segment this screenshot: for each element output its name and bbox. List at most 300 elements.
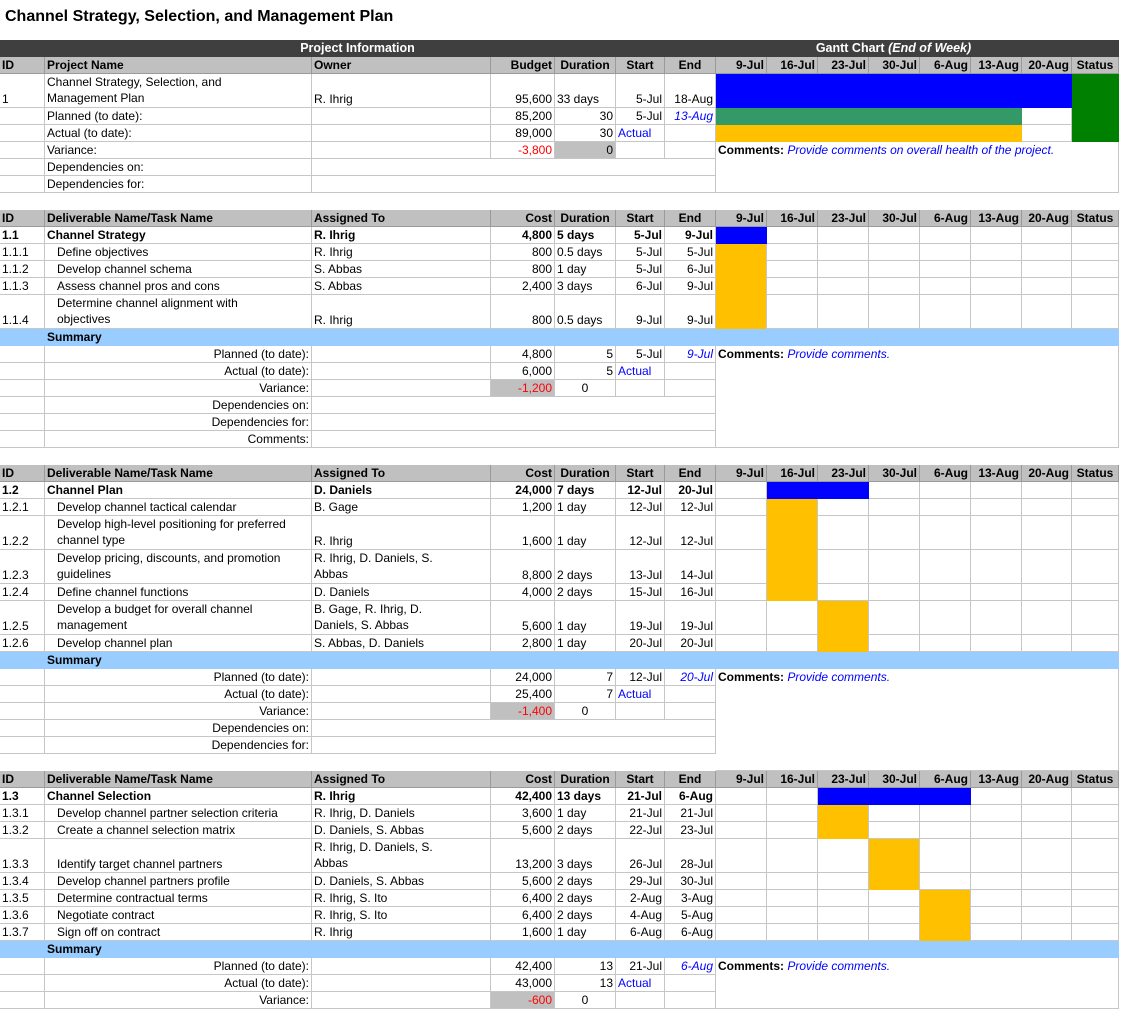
- deliverable-assigned[interactable]: R. Ihrig: [312, 227, 491, 244]
- deliverable-cost[interactable]: 42,400: [491, 788, 555, 805]
- summary-comments-cell[interactable]: [716, 669, 1119, 771]
- task-assigned[interactable]: R. Ihrig: [312, 924, 491, 941]
- task-start[interactable]: 21-Jul: [616, 805, 665, 822]
- task-duration[interactable]: 0.5 days: [555, 295, 616, 329]
- task-start[interactable]: 2-Aug: [616, 890, 665, 907]
- task-col-id-header: ID: [0, 210, 45, 227]
- deliverable-assigned[interactable]: D. Daniels: [312, 482, 491, 499]
- gantt-cell: [767, 601, 818, 635]
- task-assigned[interactable]: R. Ihrig: [312, 295, 491, 329]
- summary-actual-cost[interactable]: 6,000: [491, 363, 555, 380]
- summary-id: [0, 669, 45, 686]
- task-cost[interactable]: 800: [491, 295, 555, 329]
- deliverable-start[interactable]: 5-Jul: [616, 227, 665, 244]
- status-cell[interactable]: [1072, 261, 1119, 278]
- status-cell[interactable]: [1072, 924, 1119, 941]
- task-col-duration-header: Duration: [555, 771, 616, 788]
- gantt-cell: [971, 788, 1022, 805]
- task-end[interactable]: 12-Jul: [665, 499, 716, 516]
- project-owner[interactable]: R. Ihrig: [312, 74, 491, 108]
- gantt-cell: [716, 890, 767, 907]
- task-id[interactable]: 1.2.5: [0, 601, 45, 635]
- summary-planned-cost[interactable]: 24,000: [491, 669, 555, 686]
- summary-actual-link[interactable]: Actual: [616, 686, 665, 703]
- status-cell[interactable]: [1072, 244, 1119, 261]
- project-planned-end[interactable]: 13-Aug: [665, 108, 716, 125]
- summary-planned-cost[interactable]: 4,800: [491, 346, 555, 363]
- project-dep-for-value[interactable]: [312, 176, 716, 193]
- task-assigned[interactable]: [312, 839, 491, 873]
- task-duration[interactable]: 3 days: [555, 278, 616, 295]
- summary-planned-start[interactable]: 12-Jul: [616, 669, 665, 686]
- task-name[interactable]: Develop channel tactical calendar: [45, 499, 312, 516]
- task-end[interactable]: 30-Jul: [665, 873, 716, 890]
- col-duration-header: Duration: [555, 57, 616, 74]
- project-actual-id: [0, 125, 45, 142]
- status-cell[interactable]: [1072, 295, 1119, 329]
- task-end[interactable]: 5-Jul: [665, 244, 716, 261]
- task-assigned[interactable]: [312, 601, 491, 635]
- summary-comments-cell[interactable]: [716, 958, 1119, 1009]
- project-comments-text: Provide comments on overall health of the project.: [787, 143, 1055, 157]
- summary-id: [0, 720, 45, 737]
- task-id[interactable]: 1.1.4: [0, 295, 45, 329]
- status-cell[interactable]: [1072, 584, 1119, 601]
- task-col-assigned-header: Assigned To: [312, 771, 491, 788]
- project-actual-end: [665, 125, 716, 142]
- task-start[interactable]: 29-Jul: [616, 873, 665, 890]
- status-cell[interactable]: [1072, 890, 1119, 907]
- gantt-bar-deliverable: [767, 482, 818, 499]
- task-start[interactable]: 12-Jul: [616, 499, 665, 516]
- task-name[interactable]: Determine contractual terms: [45, 890, 312, 907]
- task-name[interactable]: [45, 295, 312, 329]
- task-assigned[interactable]: R. Ihrig, S. Ito: [312, 907, 491, 924]
- status-cell[interactable]: [1072, 635, 1119, 652]
- task-cost[interactable]: 13,200: [491, 839, 555, 873]
- project-duration[interactable]: 33 days: [555, 74, 616, 108]
- task-duration[interactable]: 0.5 days: [555, 244, 616, 261]
- gantt-cell: [869, 822, 920, 839]
- task-name[interactable]: Define channel functions: [45, 584, 312, 601]
- gantt-cell: [869, 499, 920, 516]
- task-assigned[interactable]: D. Daniels, S. Abbas: [312, 822, 491, 839]
- summary-planned-end[interactable]: 6-Aug: [665, 958, 716, 975]
- deliverable-name[interactable]: Channel Selection: [45, 788, 312, 805]
- summary-variance-cost[interactable]: -1,200: [491, 380, 555, 397]
- task-cost[interactable]: 1,600: [491, 516, 555, 550]
- task-name[interactable]: [45, 601, 312, 635]
- gantt-band-note: (End of Week): [888, 41, 972, 55]
- task-id[interactable]: 1.3.5: [0, 890, 45, 907]
- task-duration[interactable]: 3 days: [555, 839, 616, 873]
- gantt-cell: [767, 822, 818, 839]
- project-variance-id: [0, 142, 45, 159]
- week-header: 20-Aug: [1022, 57, 1072, 74]
- deliverable-assigned[interactable]: R. Ihrig: [312, 788, 491, 805]
- task-end[interactable]: 9-Jul: [665, 295, 716, 329]
- project-dep-for-id: [0, 176, 45, 193]
- task-duration[interactable]: 2 days: [555, 822, 616, 839]
- week-header: 16-Jul: [767, 57, 818, 74]
- project-variance-budget[interactable]: -3,800: [491, 142, 555, 159]
- summary-dep-on-value[interactable]: [312, 397, 716, 414]
- task-end[interactable]: 20-Jul: [665, 635, 716, 652]
- gantt-cell: [716, 499, 767, 516]
- task-duration[interactable]: 2 days: [555, 550, 616, 584]
- project-start[interactable]: 5-Jul: [616, 74, 665, 108]
- summary-id: [0, 686, 45, 703]
- summary-actual-duration[interactable]: 13: [555, 975, 616, 992]
- task-id[interactable]: 1.1.2: [0, 261, 45, 278]
- task-name[interactable]: Assess channel pros and cons: [45, 278, 312, 295]
- task-name[interactable]: Sign off on contract: [45, 924, 312, 941]
- gantt-bar-task: [716, 278, 767, 295]
- task-end[interactable]: 19-Jul: [665, 601, 716, 635]
- project-variance-duration[interactable]: 0: [555, 142, 616, 159]
- task-end[interactable]: 16-Jul: [665, 584, 716, 601]
- status-cell[interactable]: [1072, 907, 1119, 924]
- task-end[interactable]: 9-Jul: [665, 278, 716, 295]
- task-id[interactable]: 1.3.7: [0, 924, 45, 941]
- gantt-cell: [716, 822, 767, 839]
- summary-actual-duration[interactable]: 5: [555, 363, 616, 380]
- status-cell[interactable]: [1072, 482, 1119, 499]
- status-cell[interactable]: [1072, 516, 1119, 550]
- task-id[interactable]: 1.1.3: [0, 278, 45, 295]
- summary-planned-duration[interactable]: 7: [555, 669, 616, 686]
- gantt-cell: [920, 295, 971, 329]
- gantt-cell: [716, 839, 767, 873]
- status-cell[interactable]: [1072, 873, 1119, 890]
- task-duration[interactable]: 2 days: [555, 873, 616, 890]
- task-assigned[interactable]: R. Ihrig, S. Ito: [312, 890, 491, 907]
- task-start[interactable]: 4-Aug: [616, 907, 665, 924]
- summary-planned-end[interactable]: 9-Jul: [665, 346, 716, 363]
- gantt-cell: [1022, 584, 1072, 601]
- task-end[interactable]: 6-Jul: [665, 261, 716, 278]
- project-id[interactable]: 1: [0, 74, 45, 108]
- status-cell[interactable]: [1072, 822, 1119, 839]
- summary-comments-row-label: Comments:: [45, 431, 312, 448]
- task-start[interactable]: 15-Jul: [616, 584, 665, 601]
- task-id[interactable]: 1.2.4: [0, 584, 45, 601]
- summary-variance-duration[interactable]: 0: [555, 380, 616, 397]
- gantt-cell: [869, 261, 920, 278]
- gantt-cell: [1022, 482, 1072, 499]
- gantt-cell: [971, 890, 1022, 907]
- week-header: 9-Jul: [716, 465, 767, 482]
- task-end[interactable]: 6-Aug: [665, 924, 716, 941]
- week-header: 9-Jul: [716, 57, 767, 74]
- gantt-cell: [767, 873, 818, 890]
- deliverable-id[interactable]: 1.3: [0, 788, 45, 805]
- week-header: 6-Aug: [920, 57, 971, 74]
- status-cell[interactable]: [1072, 805, 1119, 822]
- task-name[interactable]: Create a channel selection matrix: [45, 822, 312, 839]
- task-id[interactable]: 1.2.1: [0, 499, 45, 516]
- task-cost[interactable]: 1,200: [491, 499, 555, 516]
- summary-planned-start[interactable]: 21-Jul: [616, 958, 665, 975]
- task-start[interactable]: 6-Jul: [616, 278, 665, 295]
- task-duration[interactable]: 2 days: [555, 584, 616, 601]
- project-planned-owner: [312, 108, 491, 125]
- task-assigned[interactable]: D. Daniels, S. Abbas: [312, 873, 491, 890]
- task-start[interactable]: 9-Jul: [616, 295, 665, 329]
- task-duration[interactable]: 2 days: [555, 907, 616, 924]
- gantt-cell: [971, 499, 1022, 516]
- task-cost[interactable]: 2,400: [491, 278, 555, 295]
- project-variance-start: [616, 142, 665, 159]
- task-cost[interactable]: 800: [491, 244, 555, 261]
- project-planned-budget[interactable]: 85,200: [491, 108, 555, 125]
- summary-planned-duration[interactable]: 5: [555, 346, 616, 363]
- task-end[interactable]: 28-Jul: [665, 839, 716, 873]
- deliverable-duration[interactable]: 5 days: [555, 227, 616, 244]
- task-cost[interactable]: 3,600: [491, 805, 555, 822]
- task-assigned[interactable]: R. Ihrig, D. Daniels: [312, 805, 491, 822]
- task-end[interactable]: 3-Aug: [665, 890, 716, 907]
- status-cell[interactable]: [1072, 839, 1119, 873]
- project-dep-on-value[interactable]: [312, 159, 716, 176]
- summary-planned-start[interactable]: 5-Jul: [616, 346, 665, 363]
- summary-dep-for-value[interactable]: [312, 414, 716, 431]
- summary-variance-end: [665, 380, 716, 397]
- deliverable-id[interactable]: 1.1: [0, 227, 45, 244]
- summary-dep-for-value[interactable]: [312, 737, 716, 754]
- summary-variance-label: Variance:: [45, 380, 312, 397]
- status-cell[interactable]: [1072, 278, 1119, 295]
- deliverable-cost[interactable]: 4,800: [491, 227, 555, 244]
- gantt-cell: [971, 822, 1022, 839]
- gantt-bar-deliverable: [869, 788, 920, 805]
- status-cell[interactable]: [1072, 601, 1119, 635]
- task-name[interactable]: [45, 550, 312, 584]
- task-assigned[interactable]: B. Gage: [312, 499, 491, 516]
- summary-comments-row-value[interactable]: [312, 431, 716, 448]
- gantt-cell: [767, 907, 818, 924]
- task-name[interactable]: Define objectives: [45, 244, 312, 261]
- col-start-header: Start: [616, 57, 665, 74]
- summary-planned-end[interactable]: 20-Jul: [665, 669, 716, 686]
- summary-bar: Summary: [0, 329, 1119, 346]
- summary-id: [0, 363, 45, 380]
- summary-actual-cost[interactable]: 25,400: [491, 686, 555, 703]
- week-header: 13-Aug: [971, 771, 1022, 788]
- gantt-cell: [1022, 839, 1072, 873]
- gantt-bar-task: [818, 805, 869, 822]
- week-header: 30-Jul: [869, 57, 920, 74]
- gantt-cell: [716, 635, 767, 652]
- gantt-cell: [971, 924, 1022, 941]
- task-col-end-header: End: [665, 771, 716, 788]
- gantt-cell: [767, 295, 818, 329]
- task-start[interactable]: 13-Jul: [616, 550, 665, 584]
- week-header: 23-Jul: [818, 210, 869, 227]
- task-duration[interactable]: 1 day: [555, 924, 616, 941]
- task-name[interactable]: Develop channel partners profile: [45, 873, 312, 890]
- task-id[interactable]: 1.1.1: [0, 244, 45, 261]
- project-actual-link[interactable]: Actual: [616, 125, 665, 142]
- task-cost[interactable]: 5,600: [491, 601, 555, 635]
- deliverable-name[interactable]: Channel Plan: [45, 482, 312, 499]
- gantt-bar-deliverable: [818, 788, 869, 805]
- summary-comments-cell[interactable]: [716, 346, 1119, 448]
- task-assigned[interactable]: [312, 550, 491, 584]
- task-start[interactable]: 5-Jul: [616, 261, 665, 278]
- project-actual-duration[interactable]: 30: [555, 125, 616, 142]
- task-start[interactable]: 6-Aug: [616, 924, 665, 941]
- gantt-cell: [1022, 924, 1072, 941]
- gantt-cell: [920, 635, 971, 652]
- task-col-status-header: Status: [1072, 771, 1119, 788]
- gantt-cell: [716, 482, 767, 499]
- deliverable-start[interactable]: 12-Jul: [616, 482, 665, 499]
- gantt-cell: [869, 482, 920, 499]
- summary-actual-duration[interactable]: 7: [555, 686, 616, 703]
- summary-variance-cost[interactable]: -600: [491, 992, 555, 1009]
- deliverable-duration[interactable]: 7 days: [555, 482, 616, 499]
- task-id[interactable]: 1.2.2: [0, 516, 45, 550]
- deliverable-id[interactable]: 1.2: [0, 482, 45, 499]
- task-duration[interactable]: 1 day: [555, 516, 616, 550]
- deliverable-end[interactable]: 6-Aug: [665, 788, 716, 805]
- task-assigned[interactable]: S. Abbas: [312, 278, 491, 295]
- task-cost[interactable]: 1,600: [491, 924, 555, 941]
- status-cell[interactable]: [1072, 788, 1119, 805]
- week-header: 6-Aug: [920, 465, 971, 482]
- task-name[interactable]: Develop channel partner selection criteria: [45, 805, 312, 822]
- summary-actual-link[interactable]: Actual: [616, 975, 665, 992]
- task-start[interactable]: 20-Jul: [616, 635, 665, 652]
- task-name[interactable]: [45, 516, 312, 550]
- task-id[interactable]: 1.3.1: [0, 805, 45, 822]
- task-cost[interactable]: 6,400: [491, 907, 555, 924]
- gantt-cell: [818, 873, 869, 890]
- gantt-cell: [818, 261, 869, 278]
- task-col-cost-header: Cost: [491, 465, 555, 482]
- project-end[interactable]: 18-Aug: [665, 74, 716, 108]
- project-status-indicator[interactable]: [1072, 74, 1119, 142]
- task-assigned[interactable]: D. Daniels: [312, 584, 491, 601]
- project-planned-id: [0, 108, 45, 125]
- project-gantt-bar: [716, 74, 1072, 108]
- project-actual-gantt-empty: [1022, 125, 1072, 142]
- status-cell[interactable]: [1072, 550, 1119, 584]
- task-start[interactable]: 19-Jul: [616, 601, 665, 635]
- task-id[interactable]: 1.2.6: [0, 635, 45, 652]
- task-start[interactable]: 5-Jul: [616, 244, 665, 261]
- task-name[interactable]: Develop channel schema: [45, 261, 312, 278]
- project-name-cell[interactable]: [45, 74, 312, 108]
- status-cell[interactable]: [1072, 227, 1119, 244]
- task-end[interactable]: 14-Jul: [665, 550, 716, 584]
- task-duration[interactable]: 2 days: [555, 890, 616, 907]
- project-comments-cell[interactable]: [716, 142, 1119, 193]
- task-id[interactable]: 1.3.2: [0, 822, 45, 839]
- deliverable-duration[interactable]: 13 days: [555, 788, 616, 805]
- task-end[interactable]: 5-Aug: [665, 907, 716, 924]
- project-actual-gantt-bar: [716, 125, 1022, 142]
- task-col-id-header: ID: [0, 465, 45, 482]
- task-end[interactable]: 23-Jul: [665, 822, 716, 839]
- summary-dep-on-value[interactable]: [312, 720, 716, 737]
- summary-planned-cost[interactable]: 42,400: [491, 958, 555, 975]
- task-end[interactable]: 12-Jul: [665, 516, 716, 550]
- task-duration[interactable]: 1 day: [555, 261, 616, 278]
- task-id[interactable]: 1.3.4: [0, 873, 45, 890]
- task-assigned[interactable]: R. Ihrig: [312, 516, 491, 550]
- project-planned-start[interactable]: 5-Jul: [616, 108, 665, 125]
- gantt-cell: [1022, 822, 1072, 839]
- task-start[interactable]: 12-Jul: [616, 516, 665, 550]
- gantt-bar-task: [869, 873, 920, 890]
- task-cost[interactable]: 5,600: [491, 873, 555, 890]
- task-name-line1: Develop pricing, discounts, and promotion: [57, 551, 281, 565]
- summary-variance-cost[interactable]: -1,400: [491, 703, 555, 720]
- gantt-cell: [1022, 788, 1072, 805]
- task-cost[interactable]: 800: [491, 261, 555, 278]
- project-planned-duration[interactable]: 30: [555, 108, 616, 125]
- deliverable-start[interactable]: 21-Jul: [616, 788, 665, 805]
- summary-actual-link[interactable]: Actual: [616, 363, 665, 380]
- task-duration[interactable]: 1 day: [555, 635, 616, 652]
- task-assigned[interactable]: S. Abbas: [312, 261, 491, 278]
- task-duration[interactable]: 1 day: [555, 499, 616, 516]
- summary-actual-cost[interactable]: 43,000: [491, 975, 555, 992]
- task-id[interactable]: 1.2.3: [0, 550, 45, 584]
- project-actual-budget[interactable]: 89,000: [491, 125, 555, 142]
- project-dep-on-label: Dependencies on:: [45, 159, 312, 176]
- summary-planned-duration[interactable]: 13: [555, 958, 616, 975]
- task-cost[interactable]: 5,600: [491, 822, 555, 839]
- deliverable-name[interactable]: Channel Strategy: [45, 227, 312, 244]
- week-header: 16-Jul: [767, 771, 818, 788]
- summary-variance-duration[interactable]: 0: [555, 703, 616, 720]
- task-assigned[interactable]: S. Abbas, D. Daniels: [312, 635, 491, 652]
- gantt-cell: [971, 261, 1022, 278]
- project-name-line2: Management Plan: [47, 91, 145, 105]
- task-id[interactable]: 1.3.6: [0, 907, 45, 924]
- task-duration[interactable]: 1 day: [555, 601, 616, 635]
- task-cost[interactable]: 6,400: [491, 890, 555, 907]
- summary-actual-label: Actual (to date):: [45, 686, 312, 703]
- task-end[interactable]: 21-Jul: [665, 805, 716, 822]
- project-budget[interactable]: 95,600: [491, 74, 555, 108]
- task-cost[interactable]: 8,800: [491, 550, 555, 584]
- task-id[interactable]: 1.3.3: [0, 839, 45, 873]
- deliverable-cost[interactable]: 24,000: [491, 482, 555, 499]
- summary-variance-duration[interactable]: 0: [555, 992, 616, 1009]
- gantt-cell: [767, 788, 818, 805]
- task-cost[interactable]: 4,000: [491, 584, 555, 601]
- deliverable-end[interactable]: 9-Jul: [665, 227, 716, 244]
- task-duration[interactable]: 1 day: [555, 805, 616, 822]
- summary-assigned: [312, 958, 491, 975]
- task-name[interactable]: Develop channel plan: [45, 635, 312, 652]
- gantt-cell: [818, 516, 869, 550]
- deliverable-end[interactable]: 20-Jul: [665, 482, 716, 499]
- task-start[interactable]: 22-Jul: [616, 822, 665, 839]
- task-name[interactable]: Identify target channel partners: [45, 839, 312, 873]
- status-cell[interactable]: [1072, 499, 1119, 516]
- task-cost[interactable]: 2,800: [491, 635, 555, 652]
- gantt-cell: [767, 244, 818, 261]
- task-start[interactable]: 26-Jul: [616, 839, 665, 873]
- task-assigned[interactable]: R. Ihrig: [312, 244, 491, 261]
- project-variance-end: [665, 142, 716, 159]
- task-name[interactable]: Negotiate contract: [45, 907, 312, 924]
